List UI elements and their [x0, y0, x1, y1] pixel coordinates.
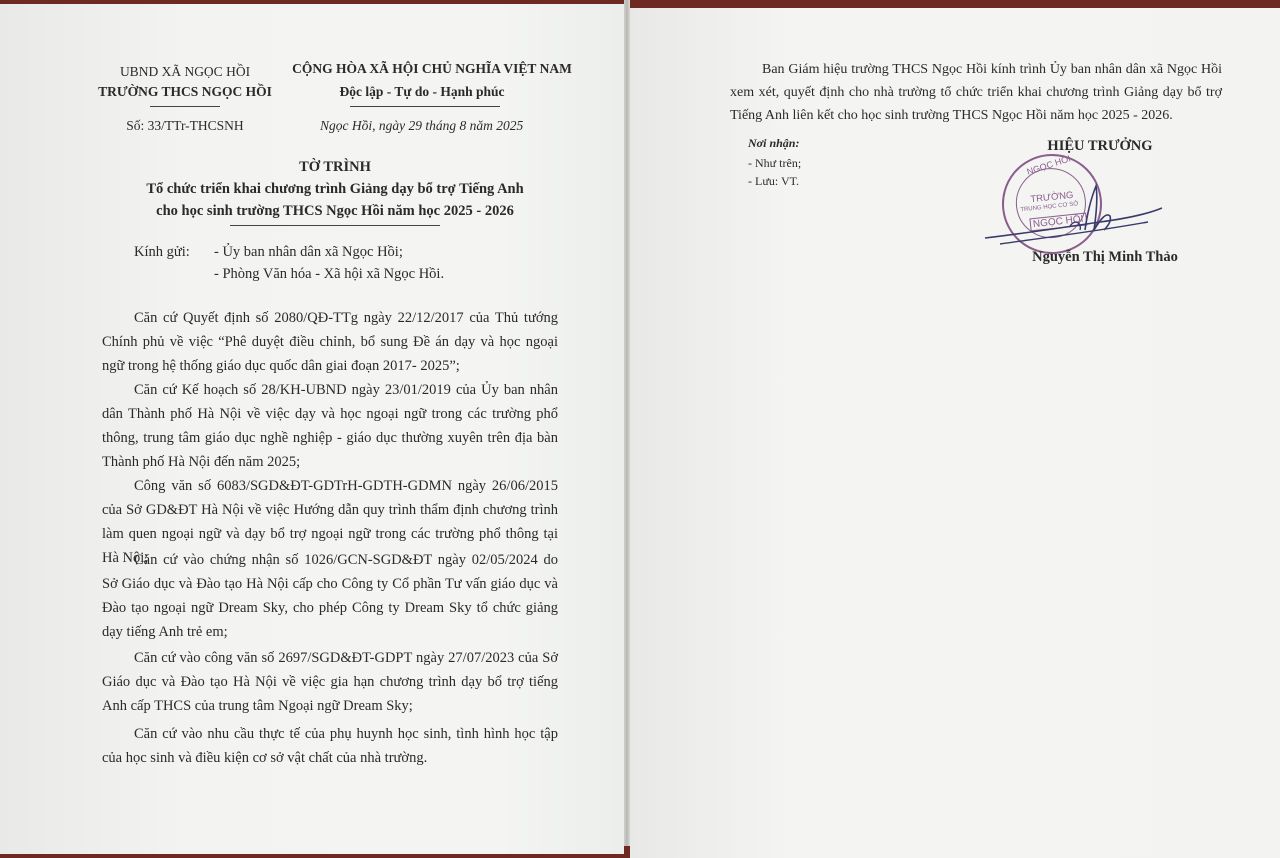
paragraph-text: Căn cứ vào nhu cầu thực tế của phụ huynh học sinh, tình hình học tập của học sinh và điều kiện cơ sở vật chất của nhà trường.	[102, 726, 558, 766]
place-date: Ngọc Hồi, ngày 29 tháng 8 năm 2025	[320, 118, 524, 133]
school-underline	[150, 106, 220, 107]
seal-top-text: NGỌC HỒI	[1025, 153, 1072, 177]
paragraph-text: Công văn số 6083/SGD&ĐT-GDTrH-GDTH-GDMN ngày 26/06/2015 của Sở GD&ĐT Hà Nội về việc Hướng dẫn quy trình thẩm định chương trình làm quen ngoại ngữ và dạy bổ trợ ngoại ngữ trong các trường phổ thông tại Hà Nội;	[102, 478, 558, 566]
body-paragraph-5	[102, 646, 558, 718]
authority-name: UBND XÃ NGỌC HỒI	[119, 64, 251, 79]
signer-name: Nguyễn Thị Minh Thảo	[1032, 249, 1178, 265]
paragraph-text: Căn cứ Quyết định số 2080/QĐ-TTg ngày 22/12/2017 của Thủ tướng Chính phủ về việc “Phê duyệt điều chỉnh, bổ sung Đề án dạy và học ngoại ngữ trong hệ thống giáo dục quốc dân giai đoạn 2017- 2025”;	[102, 310, 558, 374]
body-paragraph-2	[102, 378, 558, 474]
document-page-1	[0, 4, 624, 854]
document-type: TỜ TRÌNH	[299, 159, 371, 175]
recipient-1: - Ủy ban nhân dân xã Ngọc Hồi;	[214, 244, 403, 260]
document-page-2	[630, 8, 1280, 858]
recipients-label: Kính gửi:	[134, 244, 190, 260]
paragraph-text: Ban Giám hiệu trường THCS Ngọc Hồi kính trình Ủy ban nhân dân xã Ngọc Hồi xem xét, quyết định cho nhà trường tổ chức triển khai chương trình Giảng dạy bổ trợ Tiếng Anh liên kết cho học sinh trường THCS Ngọc Hồi năm học 2025 - 2026.	[730, 62, 1222, 123]
distribution-label: Nơi nhận:	[748, 136, 800, 150]
body-paragraph-4	[102, 548, 558, 644]
national-motto: Độc lập - Tự do - Hạnh phúc	[339, 84, 505, 99]
republic-title: CỘNG HÒA XÃ HỘI CHỦ NGHĨA VIỆT NAM	[292, 61, 572, 76]
document-number: Số: 33/TTr-THCSNH	[126, 118, 244, 133]
paragraph-text: Căn cứ vào chứng nhận số 1026/GCN-SGD&ĐT ngày 02/05/2024 do Sở Giáo dục và Đào tạo Hà Nội cấp cho Công ty Cổ phần Tư vấn giáo dục và Đào tạo ngoại ngữ Dream Sky, cho phép Công ty Dream Sky tổ chức giảng dạy tiếng Anh trẻ em;	[102, 552, 558, 640]
body-paragraph-1	[102, 306, 558, 378]
subject-line-1: Tổ chức triển khai chương trình Giảng dạy bổ trợ Tiếng Anh	[146, 181, 524, 197]
paragraph-text: Căn cứ Kế hoạch số 28/KH-UBND ngày 23/01/2019 của Ủy ban nhân dân Thành phố Hà Nội về việc dạy và học ngoại ngữ trong các trường phổ thông, trung tâm giáo dục nghề nghiệp - giáo dục thường xuyên trên địa bàn Thành phố Hà Nội đến năm 2025;	[102, 382, 558, 470]
motto-underline	[350, 106, 500, 107]
seal-middle-text-2: TRUNG HỌC CƠ SỞ	[1020, 201, 1079, 214]
school-name: TRƯỜNG THCS NGỌC HỒI	[98, 84, 272, 99]
signer-title: HIỆU TRƯỞNG	[1047, 138, 1153, 154]
seal-bottom-text: NGỌC HỒI	[1029, 213, 1087, 232]
body-paragraph-6	[102, 722, 558, 770]
seal-middle-text-1: TRƯỜNG	[1029, 189, 1074, 206]
distribution-item-1: - Như trên;	[748, 156, 802, 170]
subject-underline	[230, 225, 440, 226]
distribution-item-2: - Lưu: VT.	[748, 174, 800, 188]
closing-paragraph	[730, 58, 1222, 127]
recipient-2: - Phòng Văn hóa - Xã hội xã Ngọc Hồi.	[214, 266, 445, 282]
paragraph-text: Căn cứ vào công văn số 2697/SGD&ĐT-GDPT ngày 27/07/2023 của Sở Giáo dục và Đào tạo Hà Nội về việc gia hạn chương trình dạy bổ trợ tiếng Anh cấp THCS của trung tâm Ngoại ngữ Dream Sky;	[102, 650, 558, 714]
subject-line-2: cho học sinh trường THCS Ngọc Hồi năm học 2025 - 2026	[156, 203, 514, 219]
